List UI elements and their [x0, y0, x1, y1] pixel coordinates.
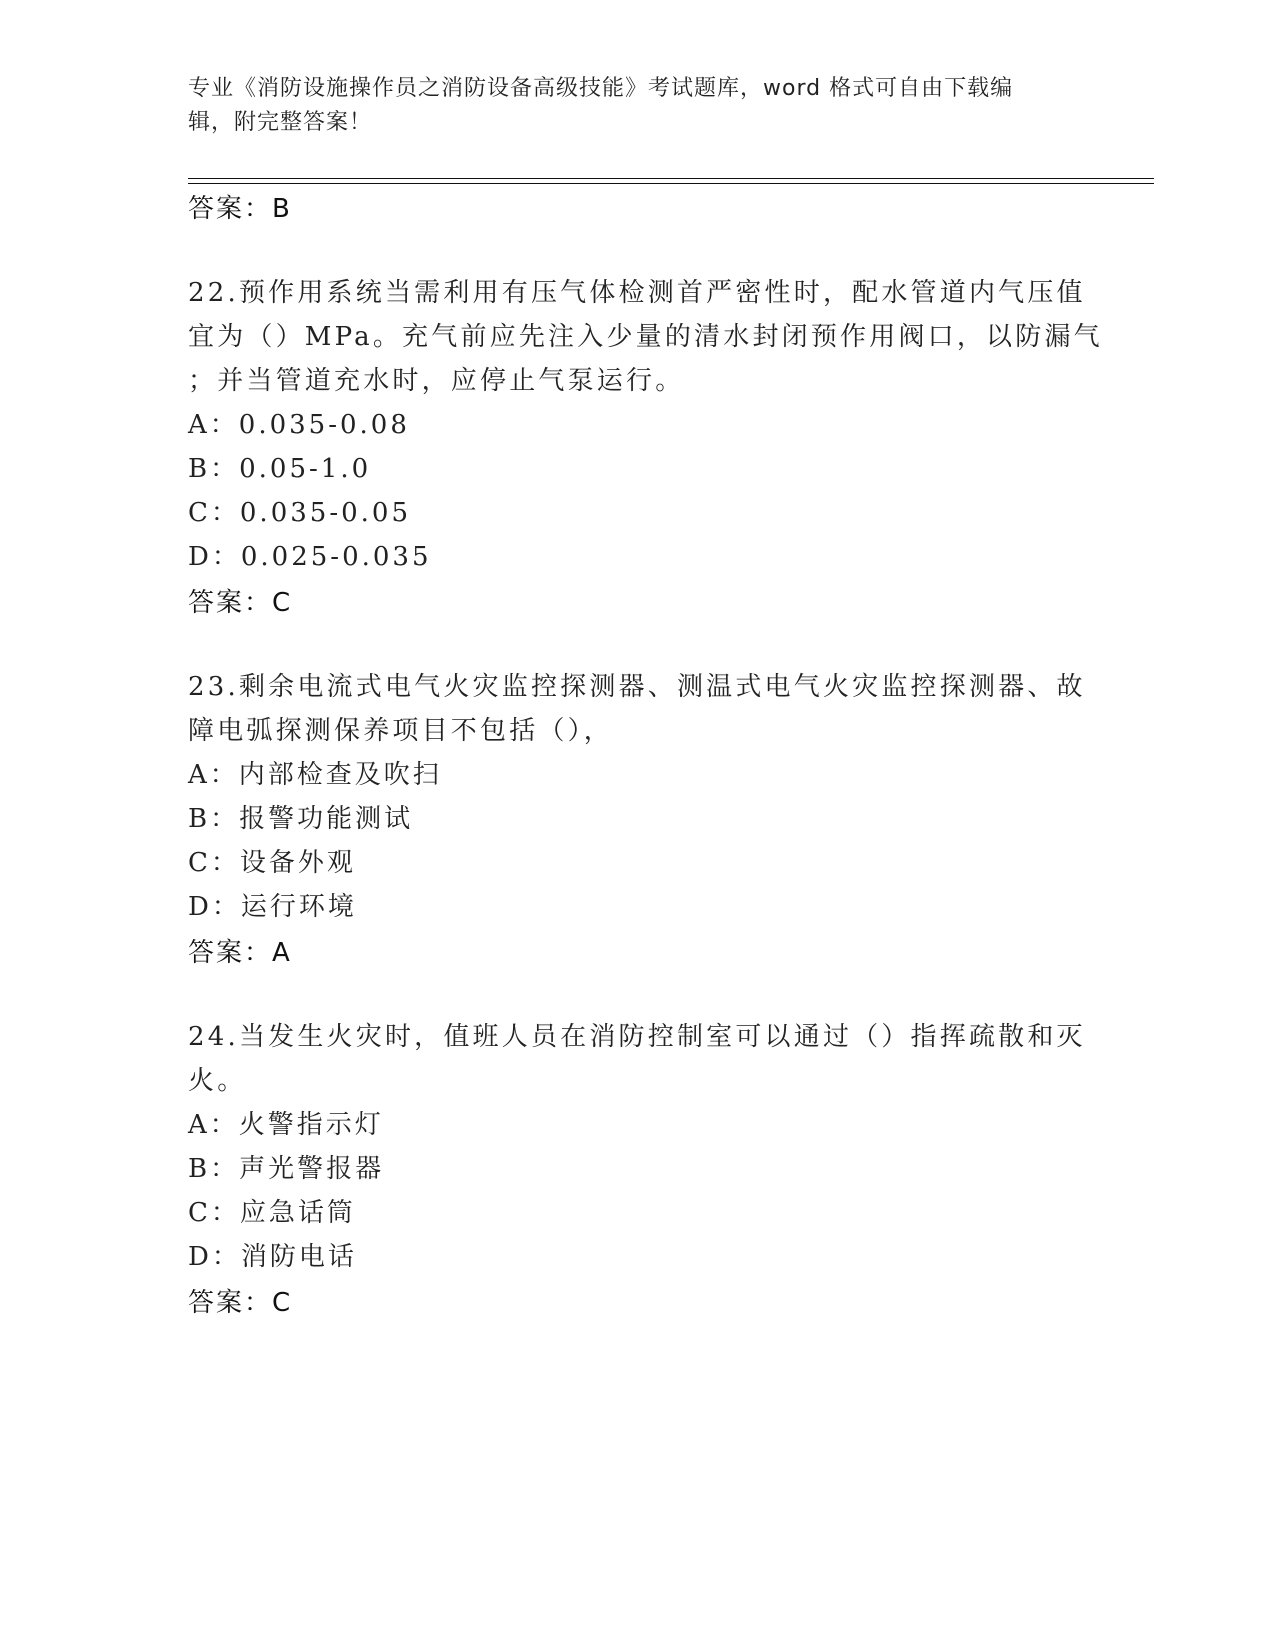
option-b: B：0.05-1.0 [188, 454, 372, 484]
option-a: A：火警指示灯 [188, 1110, 384, 1140]
header-line-1: 专业《消防设施操作员之消防设备高级技能》考试题库，word 格式可自由下载编 [188, 76, 1014, 101]
question-stem-line: 宜为（）MPa。充气前应先注入少量的清水封闭预作用阀口，以防漏气 [188, 322, 1103, 352]
header-divider-bottom [188, 183, 1154, 184]
option-d: D：0.025-0.035 [188, 542, 432, 572]
question-stem-line: ；并当管道充水时，应停止气泵运行。 [188, 366, 685, 396]
previous-answer: 答案：B [188, 194, 292, 224]
option-a: A：0.035-0.08 [188, 410, 410, 440]
question-stem-line: 24.当发生火灾时，值班人员在消防控制室可以通过（）指挥疏散和灭 [188, 1022, 1086, 1052]
question-stem-line: 火。 [188, 1066, 247, 1096]
answer-label: 答案：A [188, 938, 292, 968]
question-stem-line: 22.预作用系统当需利用有压气体检测首严密性时，配水管道内气压值 [188, 278, 1086, 308]
option-c: C：应急话筒 [188, 1198, 356, 1228]
option-d: D：运行环境 [188, 892, 357, 922]
header-line-2: 辑，附完整答案！ [188, 110, 373, 135]
header-divider-top [188, 178, 1154, 179]
answer-label: 答案：C [188, 1288, 293, 1318]
option-b: B：声光警报器 [188, 1154, 385, 1184]
option-a: A：内部检查及吹扫 [188, 760, 442, 790]
option-d: D：消防电话 [188, 1242, 357, 1272]
answer-label: 答案：C [188, 588, 293, 618]
question-stem-line: 障电弧探测保养项目不包括（）， [188, 716, 614, 746]
option-b: B：报警功能测试 [188, 804, 414, 834]
page-header [188, 72, 1078, 140]
question-stem-line: 23.剩余电流式电气火灾监控探测器、测温式电气火灾监控探测器、故 [188, 672, 1086, 702]
option-c: C：设备外观 [188, 848, 356, 878]
option-c: C：0.035-0.05 [188, 498, 412, 528]
